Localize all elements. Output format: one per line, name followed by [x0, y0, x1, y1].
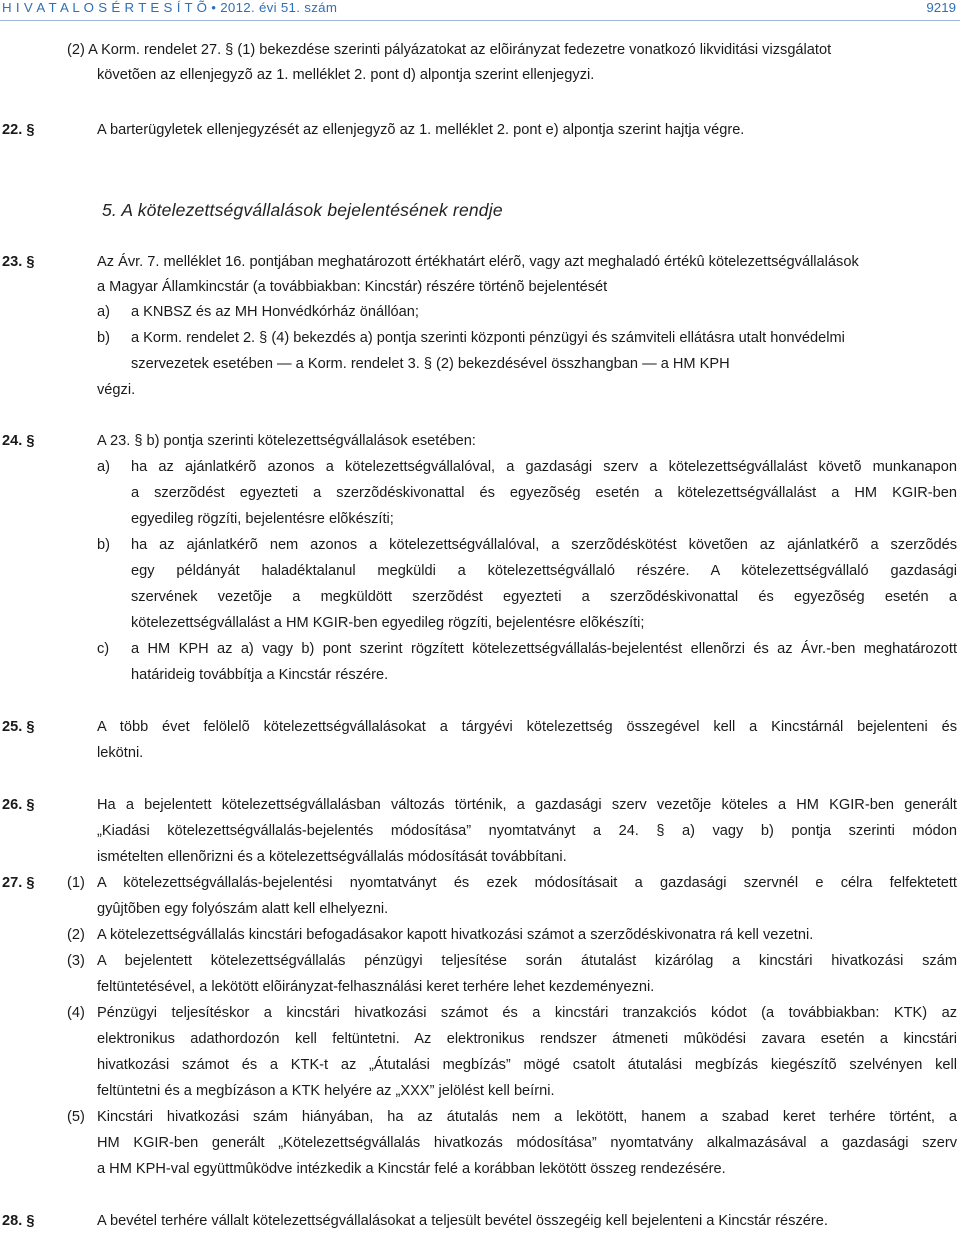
section-number: 28. §	[2, 1213, 35, 1229]
paragraph-line: végzi.	[97, 382, 136, 398]
paragraph-line: Az Ávr. 7. melléklet 16. pontjában meghatározott értékhatárt elérõ, vagy azt meghaladó értékû kötelezettségvállalások	[97, 254, 859, 270]
section-number: 23. §	[2, 254, 35, 270]
paragraph-line: feltüntetni és a megbízáson a KTK helyére az „XXX” jelölést kell beírni.	[97, 1083, 555, 1099]
list-item-text: határideig továbbítja a Kincstár részére.	[131, 667, 389, 683]
paragraph-line: A barterügyletek ellenjegyzését az ellenjegyzõ az 1. melléklet 2. pont e) alpontja szerint hajtja végre.	[97, 122, 745, 138]
paragraph-line: Ha a bejelentett kötelezettségvállalásban változás történik, a gazdasági szerv vezetõje köteles a HM KGIR-ben generált	[97, 797, 957, 813]
paragraph-line: A 23. § b) pontja szerinti kötelezettségvállalások esetében:	[97, 433, 476, 449]
paragraph-line: feltüntetésével, a lekötött elõirányzat-felhasználási keret terhére lehet kezdeményezni.	[97, 979, 655, 995]
list-item-text: egyedileg rögzíti, bejelentésre elõkészíti;	[131, 511, 394, 527]
section-number: 27. §	[2, 875, 35, 891]
paragraph-line: a Magyar Államkincstár (a továbbiakban: Kincstár) részére történõ bejelentését	[97, 279, 608, 295]
paragraph-line: A kötelezettségvállalás-bejelentési nyomtatványt és ezek módosításait a gazdasági szervnél e célra felfektetett	[97, 875, 957, 891]
chapter-title: 5. A kötelezettségvállalások bejelentésének rendje	[102, 200, 503, 220]
list-label: a)	[97, 459, 110, 475]
section-number: 25. §	[2, 719, 35, 735]
subsection-label: (1)	[67, 875, 85, 891]
paragraph-line: követõen az ellenjegyzõ az 1. melléklet 2. pont d) alpontja szerint ellenjegyzi.	[97, 67, 595, 83]
subsection-label: (3)	[67, 953, 85, 969]
list-item-text: a HM KPH az a) vagy b) pont szerint rögzített kötelezettségvállalás-bejelentést ellenõrzi és az Ávr.-ben meghatározott	[131, 641, 957, 657]
page-number: 9219	[926, 0, 956, 15]
list-item-text: ha az ajánlatkérõ nem azonos a kötelezettségvállalóval, a szerzõdéskötést követõen az ajánlatkérõ a szerzõdés	[131, 537, 957, 553]
list-label: a)	[97, 304, 110, 320]
paragraph-line: a HM KPH-val együttmûködve intézkedik a Kincstár felé a korábban lekötött összeg rendezésére.	[97, 1161, 726, 1177]
journal-title: H I V A T A L O S É R T E S Í T Õ • 2012. évi 51. szám	[2, 0, 338, 15]
paragraph-line: Pénzügyi teljesítéskor a kincstári hivatkozási számot és a kincstári tranzakciós kódot (a továbbiakban: KTK) az	[97, 1005, 957, 1021]
paragraph-line: ismételten ellenõrizni és a kötelezettségvállalás módosítását továbbítani.	[97, 849, 567, 865]
paragraph-line: A bevétel terhére vállalt kötelezettségvállalásokat a teljesült bevétel összegéig kell bejelenteni a Kincstár részére.	[97, 1213, 828, 1229]
list-item-text: a Korm. rendelet 2. § (4) bekezdés a) pontja szerinti központi pénzügyi és számviteli ellátásra utalt honvédelmi	[131, 330, 845, 346]
section-number: 26. §	[2, 797, 35, 813]
list-label: b)	[97, 330, 110, 346]
paragraph-line: (2) A Korm. rendelet 27. § (1) bekezdése szerinti pályázatokat az elõirányzat fedezetre vonatkozó likviditási vizsgálatot	[67, 42, 832, 58]
subsection-label: (5)	[67, 1109, 85, 1125]
section-number: 24. §	[2, 433, 35, 449]
section-number: 22. §	[2, 122, 35, 138]
list-label: b)	[97, 537, 110, 553]
header-divider	[0, 20, 960, 21]
list-label: c)	[97, 641, 110, 657]
list-item-text: a szerzõdést egyezteti a szerzõdéskivonattal és egyezõség esetén a kötelezettségvállalást a HM KGIR-ben	[131, 485, 957, 501]
list-item-text: kötelezettségvállalást a HM KGIR-ben egyedileg rögzíti, bejelentésre elõkészíti;	[131, 615, 645, 631]
list-item-text: szervének vezetõje a megküldött szerzõdést egyezteti a szerzõdéskivonattal és egyezõség esetén a	[131, 589, 957, 605]
paragraph-line: gyûjtõben egy folyószám alatt kell elhelyezni.	[97, 901, 389, 917]
list-item-text: egy példányát haladéktalanul megküldi a kötelezettségvállaló részére. A kötelezettségvállaló gazdasági	[131, 563, 957, 579]
page-header	[0, 0, 960, 22]
paragraph-line: A több évet felölelõ kötelezettségvállalásokat a tárgyévi kötelezettség összegével kell a Kincstárnál bejelenteni és	[97, 719, 957, 735]
list-item-text: ha az ajánlatkérõ azonos a kötelezettségvállalóval, a gazdasági szerv a kötelezettségvállalást követõ munkanapon	[131, 459, 957, 475]
paragraph-line: Kincstári hivatkozási szám hiányában, ha az átutalás nem a lekötött, hanem a szabad keret terhére történt, a	[97, 1109, 957, 1125]
paragraph-line: A bejelentett kötelezettségvállalás pénzügyi teljesítése során átutalást kizárólag a kincstári hivatkozási szám	[97, 953, 957, 969]
paragraph-line: lekötni.	[97, 745, 144, 761]
list-item-text: szervezetek esetében — a Korm. rendelet 3. § (2) bekezdésével összhangban — a HM KPH	[131, 356, 730, 372]
paragraph-line: HM KGIR-ben generált „Kötelezettségvállalás hivatkozás módosítása” nyomtatvány alkalmazásával a gazdasági szerv	[97, 1135, 957, 1151]
paragraph-line: hivatkozási számot és a KTK-t az „Átutalási megbízás” mögé csatolt átutalási megbízás kiegészítõ szelvényen kell	[97, 1057, 957, 1073]
subsection-label: (4)	[67, 1005, 85, 1021]
paragraph-line: „Kiadási kötelezettségvállalás-bejelentés módosítása” nyomtatványt a 24. § a) vagy b) pontja szerinti módon	[97, 823, 957, 839]
paragraph-line: elektronikus adathordozón kell feltüntetni. Az elektronikus rendszer átmeneti mûködési zavara esetén a kincstári	[97, 1031, 957, 1047]
paragraph-line: A kötelezettségvállalás kincstári befogadásakor kapott hivatkozási számot a szerzõdéskivonatra rá kell vezetni.	[97, 927, 814, 943]
list-item-text: a KNBSZ és az MH Honvédkórház önállóan;	[131, 304, 419, 320]
subsection-label: (2)	[67, 927, 85, 943]
